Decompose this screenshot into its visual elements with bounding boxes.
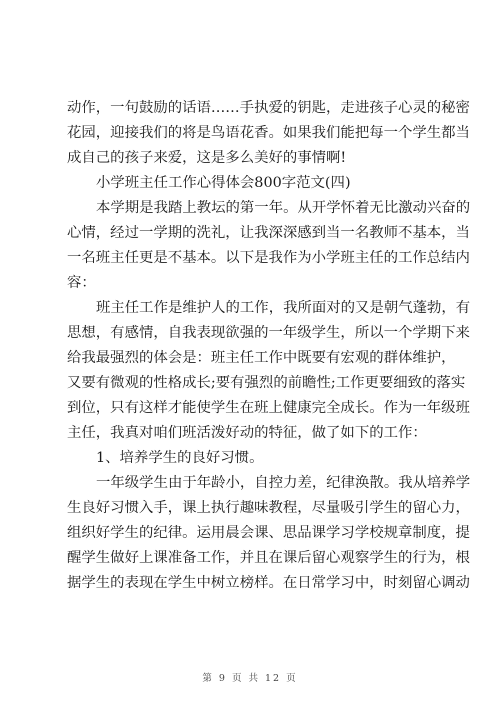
text-line: 心情，经过一学期的洗礼，让我深深感到当一名教师不基本，当 xyxy=(67,225,470,241)
text-line: 到位，只有这样才能使学生在班上健康完全成长。作为一年级班 xyxy=(67,400,470,416)
text-line: 成自己的孩子来爱，这是多么美好的事情啊! xyxy=(67,150,347,166)
paragraph-start: 本学期是我踏上教坛的第一年。从开学怀着无比激动兴奋的 xyxy=(96,200,471,216)
text-line: 生良好习惯入手，课上执行趣味教程，尽量吸引学生的留心力， xyxy=(67,500,470,516)
text-line: 花园，迎接我们的将是鸟语花香。如果我们能把每一个学生都当 xyxy=(67,125,470,141)
text-line: 据学生的表现在学生中树立榜样。在日常学习中，时刻留心调动 xyxy=(67,575,470,591)
paragraph-start: 一年级学生由于年龄小，自控力差，纪律涣散。我从培养学 xyxy=(96,475,471,491)
text-line: 一名班主任更是不基本。以下是我作为小学班主任的工作总结内 xyxy=(67,250,470,266)
text-line: 又要有微观的性格成长;要有强烈的前瞻性;工作更要细致的落实 xyxy=(67,375,466,391)
text-line: 思想，有感情，自我表现欲强的一年级学生，所以一个学期下来 xyxy=(67,325,470,341)
text-line: 容： xyxy=(67,275,96,291)
page-footer: 第 9 页 共 12 页 xyxy=(202,673,298,684)
section-heading: 小学班主任工作心得体会800字范文(四) xyxy=(96,175,351,191)
text-line: 动作，一句鼓励的话语……手执爱的钥匙，走进孩子心灵的秘密 xyxy=(67,100,470,116)
text-line: 组织好学生的纪律。运用晨会课、思品课学习学校规章制度，提 xyxy=(67,525,470,541)
text-line: 给我最强烈的体会是：班主任工作中既要有宏观的群体维护， xyxy=(67,350,456,366)
text-line: 醒学生做好上课准备工作，并且在课后留心观察学生的行为，根 xyxy=(67,550,470,566)
text-line: 主任，我真对咱们班活泼好动的特征，做了如下的工作： xyxy=(67,425,427,441)
paragraph-start: 班主任工作是维护人的工作，我所面对的又是朝气蓬勃，有 xyxy=(96,300,471,316)
list-heading: 1、培养学生的良好习惯。 xyxy=(96,450,264,466)
